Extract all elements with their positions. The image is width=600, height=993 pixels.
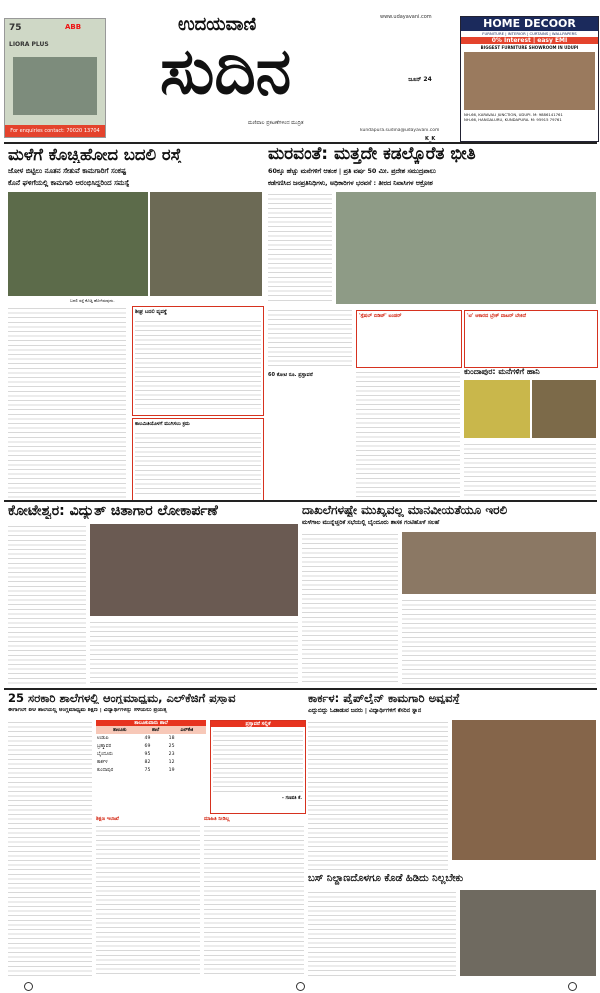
- kundapura-photo-2: [532, 380, 596, 438]
- table-header: ಶಾಲೆ: [151, 728, 160, 733]
- rule-2: [4, 688, 597, 690]
- rain-road-subbox: [132, 418, 264, 502]
- rain-road-box-title: ಶೀಘ್ರ ಬದಲಿ ವ್ಯವಸ್ಥೆ: [135, 309, 167, 315]
- rain-road-subbox-title: ಕಾಲಮಿತಿಯೊಳಗೆ ಮುಗಿಸಲು ಕ್ರಮ: [135, 421, 190, 427]
- rain-road-subhead2: ಕೊನೆ ಘಳಿಗೆಯಲ್ಲಿ ಕಾಮಗಾರಿ ಆರಂಭಿಸಿದ್ದರಿಂದ ಸಮಸ್ಯೆ: [8, 180, 130, 187]
- karkala-subhead: ಎದ್ದುಬಿದ್ದು ಓಡಾಡುವ ಜನರು | ವಿದ್ಯಾರ್ಥಿಗಳಿಗೆ ಕೆಸರಿನ ಸ್ನಾನ: [308, 708, 422, 714]
- tawteye-title: 'ಟಿ' ಆಕಾರದ ಬ್ರೇಕ್ ವಾಟರ್ ಬೇಕಿದೆ: [467, 313, 526, 319]
- maravanthe-subhead2: ಕಡೆಗಣಿಸಿದ ಜನಪ್ರತಿನಿಧಿಗಳು, ಅಧಿಕಾರಿಗಳ ಭರವಸೆ : ತೀರದ ನಿವಾಸಿಗಳ ಆಕ್ರೋಶ: [268, 180, 433, 187]
- maravanthe-box: [356, 310, 462, 368]
- maravanthe-body-1: [268, 192, 332, 304]
- schools-quote-title: ಪ್ರಸ್ತಾವನೆ ಸಲ್ಲಿಕೆ: [211, 721, 305, 727]
- rain-road-body: [8, 306, 126, 498]
- masthead-rule: [4, 142, 597, 144]
- kundapura-headline[interactable]: ಕುಂದಾಪುರ: ಮನೆಗಳಿಗೆ ಹಾನಿ: [464, 368, 540, 376]
- maravanthe-box-2: [268, 372, 352, 412]
- rain-road-box-text: [135, 319, 261, 409]
- table-cell: ಬ್ರಹ್ಮಾವರ: [97, 744, 112, 749]
- schools-box-2-title: ಮಾಹಿತಿ ನೀಡಿಲ್ಲ: [204, 816, 230, 822]
- table-row: [96, 742, 206, 750]
- schools-table-title: ತಾಲೂಕುವಾರು ಶಾಲೆ: [96, 720, 206, 726]
- maravanthe-box-title: 'ಸ್ಪೆಷಲ್ ಬಿಡಿಟ್' ಟಂಡರ್: [359, 313, 402, 319]
- koteshwara-body-2: [90, 620, 298, 684]
- table-cell: 69: [144, 743, 151, 749]
- table-cell: ಉಡುಪಿ: [97, 736, 109, 741]
- koteshwara-headline[interactable]: ಕೋಟೇಶ್ವರ: ವಿದ್ಯುತ್ ಚಿತಾಗಾರ ಲೋಕಾರ್ಪಣೆ: [8, 504, 218, 519]
- schools-box-2-text: [204, 824, 304, 974]
- dakhale-body-2: [402, 598, 596, 684]
- date-badge: [405, 56, 435, 100]
- table-cell: 95: [144, 751, 151, 757]
- maravanthe-body-2: [268, 308, 352, 370]
- karkala-body: [308, 720, 448, 870]
- ad-right-showroom: BIGGEST FURNITURE SHOWROOM IN UDUPI: [480, 45, 579, 50]
- schools-quote-author: – ಗಣಪತಿ ಕೆ.: [281, 796, 302, 801]
- table-row: [96, 766, 206, 774]
- maravanthe-photo: [336, 192, 596, 304]
- masthead-brand: [150, 14, 430, 118]
- schools-box-text: [96, 824, 200, 974]
- koteshwara-photo: [90, 524, 298, 616]
- ad-left-enquiry: For enquiries contact: 70020 13704: [5, 125, 105, 137]
- rain-road-photo-1: [8, 192, 148, 296]
- rain-road-subhead1: ಜೋಳ ಬಿಟ್ಟಿಲು ನೂತನ ಸೇತುವೆ ಕಾಮಗಾರಿಗೆ ಸಂಕಷ್ಟ: [8, 168, 127, 175]
- karkala-photo: [452, 720, 596, 860]
- maravanthe-headline[interactable]: ಮರವಂತೆ: ಮತ್ತದೇ ಕಡಲ್ಕೊರೆತ ಭೀತಿ: [268, 146, 476, 164]
- table-cell: 25: [168, 743, 175, 749]
- ad-right-addr1: NH-66, KARAVALI JUNCTION, UDUPI. M: 9886141761: [464, 112, 563, 117]
- ad-right-offer: 0% Interest | easy EMI: [461, 37, 598, 44]
- dakhale-body-1: [302, 532, 398, 684]
- schools-subhead: ಈಗಾಗಲೇ 80 ಶಾಲೆಯಲ್ಲಿ ಆಂಗ್ಲಮಾಧ್ಯಮ ಶಿಕ್ಷಣ | ವಿದ್ಯಾರ್ಥಿಗಳನ್ನು ಸೆಳೆಯಲು ಪ್ರಯತ್ನ: [8, 708, 168, 713]
- table-cell: ಕಾರ್ಕಳ: [97, 760, 108, 765]
- ad-left-brand: ABB: [65, 23, 82, 31]
- masthead-tagline: ಮಣಿಪಾಲ ಪ್ರಕಟಣೆಗಳಿಂದ ಮುದ್ರಿತ: [248, 120, 304, 126]
- brand-top: ಉದಯವಾಣಿ: [178, 14, 257, 35]
- schools-box-title: ಶಿಕ್ಷಣ ಇಲಾಖೆ: [96, 816, 119, 822]
- table-cell: 75: [144, 767, 151, 773]
- ad-right-title: HOME DECOOR: [461, 17, 598, 31]
- masthead-email: kundapura.sudina@udayavani.com: [360, 128, 440, 133]
- bus-headline[interactable]: ಬಸ್ ನಿಲ್ದಾಣದೊಳಗೂ ಕೊಡೆ ಹಿಡಿದು ನಿಲ್ಲಬೇಕು: [308, 874, 464, 884]
- table-cell: 49: [144, 735, 151, 741]
- rain-road-caption: ಬದಲಿ ರಸ್ತೆ ಕೊಚ್ಚಿ ಹೋಗಿರುವುದು.: [70, 298, 115, 303]
- kundapura-body: [464, 442, 596, 498]
- ad-left[interactable]: [4, 18, 106, 138]
- schools-box: [96, 816, 200, 976]
- rain-road-headline[interactable]: ಮಳೆಗೆ ಕೊಚ್ಚಿಹೋದ ಬದಲಿ ರಸ್ತೆ: [8, 146, 182, 164]
- maravanthe-box-2-title: 60 ಕೋಟಿ ರೂ. ಪ್ರಸ್ತಾವನೆ: [268, 372, 313, 378]
- bus-body: [308, 890, 456, 976]
- table-row: [96, 734, 206, 742]
- schools-quote: [210, 720, 306, 814]
- rain-road-photo-2: [150, 192, 262, 296]
- ad-left-product: LIORA PLUS: [9, 41, 49, 48]
- ad-right-image: [464, 52, 595, 110]
- karkala-headline[interactable]: ಕಾರ್ಕಳ: ಪೈಪ್‌ಲೈನ್ ಕಾಮಗಾರಿ ಅವ್ಯವಸ್ಥೆ: [308, 692, 461, 705]
- date-label: ಜೂನ್ 24: [408, 76, 432, 83]
- table-row: [96, 758, 206, 766]
- dakhale-photo: [402, 532, 596, 594]
- table-cell: 18: [168, 735, 175, 741]
- table-row: [96, 750, 206, 758]
- schools-body-1: [8, 720, 92, 978]
- registration-mark: [296, 982, 305, 991]
- dakhale-subhead: ಮಳೆಗಾಲ ಮುನ್ನೆಚ್ಚರಿಕೆ ಸಭೆಯಲ್ಲಿ ಬೈಂದೂರು ಶಾಸಕ ಗಂಟಿಹೊಳೆ ಸಲಹೆ: [302, 520, 440, 526]
- koteshwara-body-1: [8, 524, 86, 684]
- ad-right-addr2: NH-66, HANGALURU, KUNDAPURA. M: 95915 79761: [464, 117, 562, 122]
- table-header: ಎಲ್‌ಕೆಜಿ: [180, 728, 194, 733]
- maravanthe-body-3: [356, 370, 460, 498]
- table-cell: 19: [168, 767, 175, 773]
- bus-photo: [460, 890, 596, 976]
- tawteye-box: [464, 310, 598, 368]
- ad-left-percent: 75: [9, 23, 22, 33]
- maravanthe-subhead1: 60ಕ್ಕೂ ಹೆಚ್ಚು ಮನೆಗಳಿಗೆ ಆತಂಕ | ಪ್ರತಿ ವರ್ಷ 50 ಮೀ. ಪ್ರದೇಶ ಸಮುದ್ರಪಾಲು: [268, 168, 436, 175]
- dakhale-headline[interactable]: ದಾಖಲೆಗಳಷ್ಟೇ ಮುಖ್ಯವಲ್ಲ ಮಾನವೀಯತೆಯೂ ಇರಲಿ: [302, 504, 508, 517]
- schools-table: [96, 720, 206, 812]
- table-cell: ಬೈಂದೂರು: [97, 752, 113, 757]
- kundapura-photo-1: [464, 380, 530, 438]
- ad-right-subtitle: FURNITURE | INTERIOR | CURTAINS | WALLPAPERS: [482, 31, 577, 36]
- registration-mark: [568, 982, 577, 991]
- table-cell: 12: [168, 759, 175, 765]
- schools-table-grid: [96, 726, 206, 774]
- rain-road-subbox-text: [135, 431, 261, 495]
- rain-road-box: [132, 306, 264, 416]
- table-header: ತಾಲೂಕು: [113, 728, 127, 733]
- schools-headline[interactable]: 25 ಸರಕಾರಿ ಶಾಲೆಗಳಲ್ಲಿ ಆಂಗ್ಲಮಾಧ್ಯಮ, ಎಲ್‌ಕೆಜಿಗೆ ಪ್ರಸ್ತಾವ: [8, 692, 236, 705]
- schools-quote-text: [213, 729, 303, 793]
- rule-1: [4, 500, 597, 502]
- brand-main: ಸುದಿನ: [160, 35, 292, 109]
- registration-mark: [24, 982, 33, 991]
- masthead-url[interactable]: www.udayavani.com: [380, 14, 432, 20]
- edition-code: K_K: [425, 136, 436, 142]
- table-cell: 23: [168, 751, 175, 757]
- ad-right[interactable]: [460, 16, 599, 142]
- schools-box-2: [204, 816, 304, 976]
- ad-left-image: [13, 57, 97, 115]
- table-cell: 82: [144, 759, 151, 765]
- table-cell: ಕುಂದಾಪುರ: [97, 768, 114, 773]
